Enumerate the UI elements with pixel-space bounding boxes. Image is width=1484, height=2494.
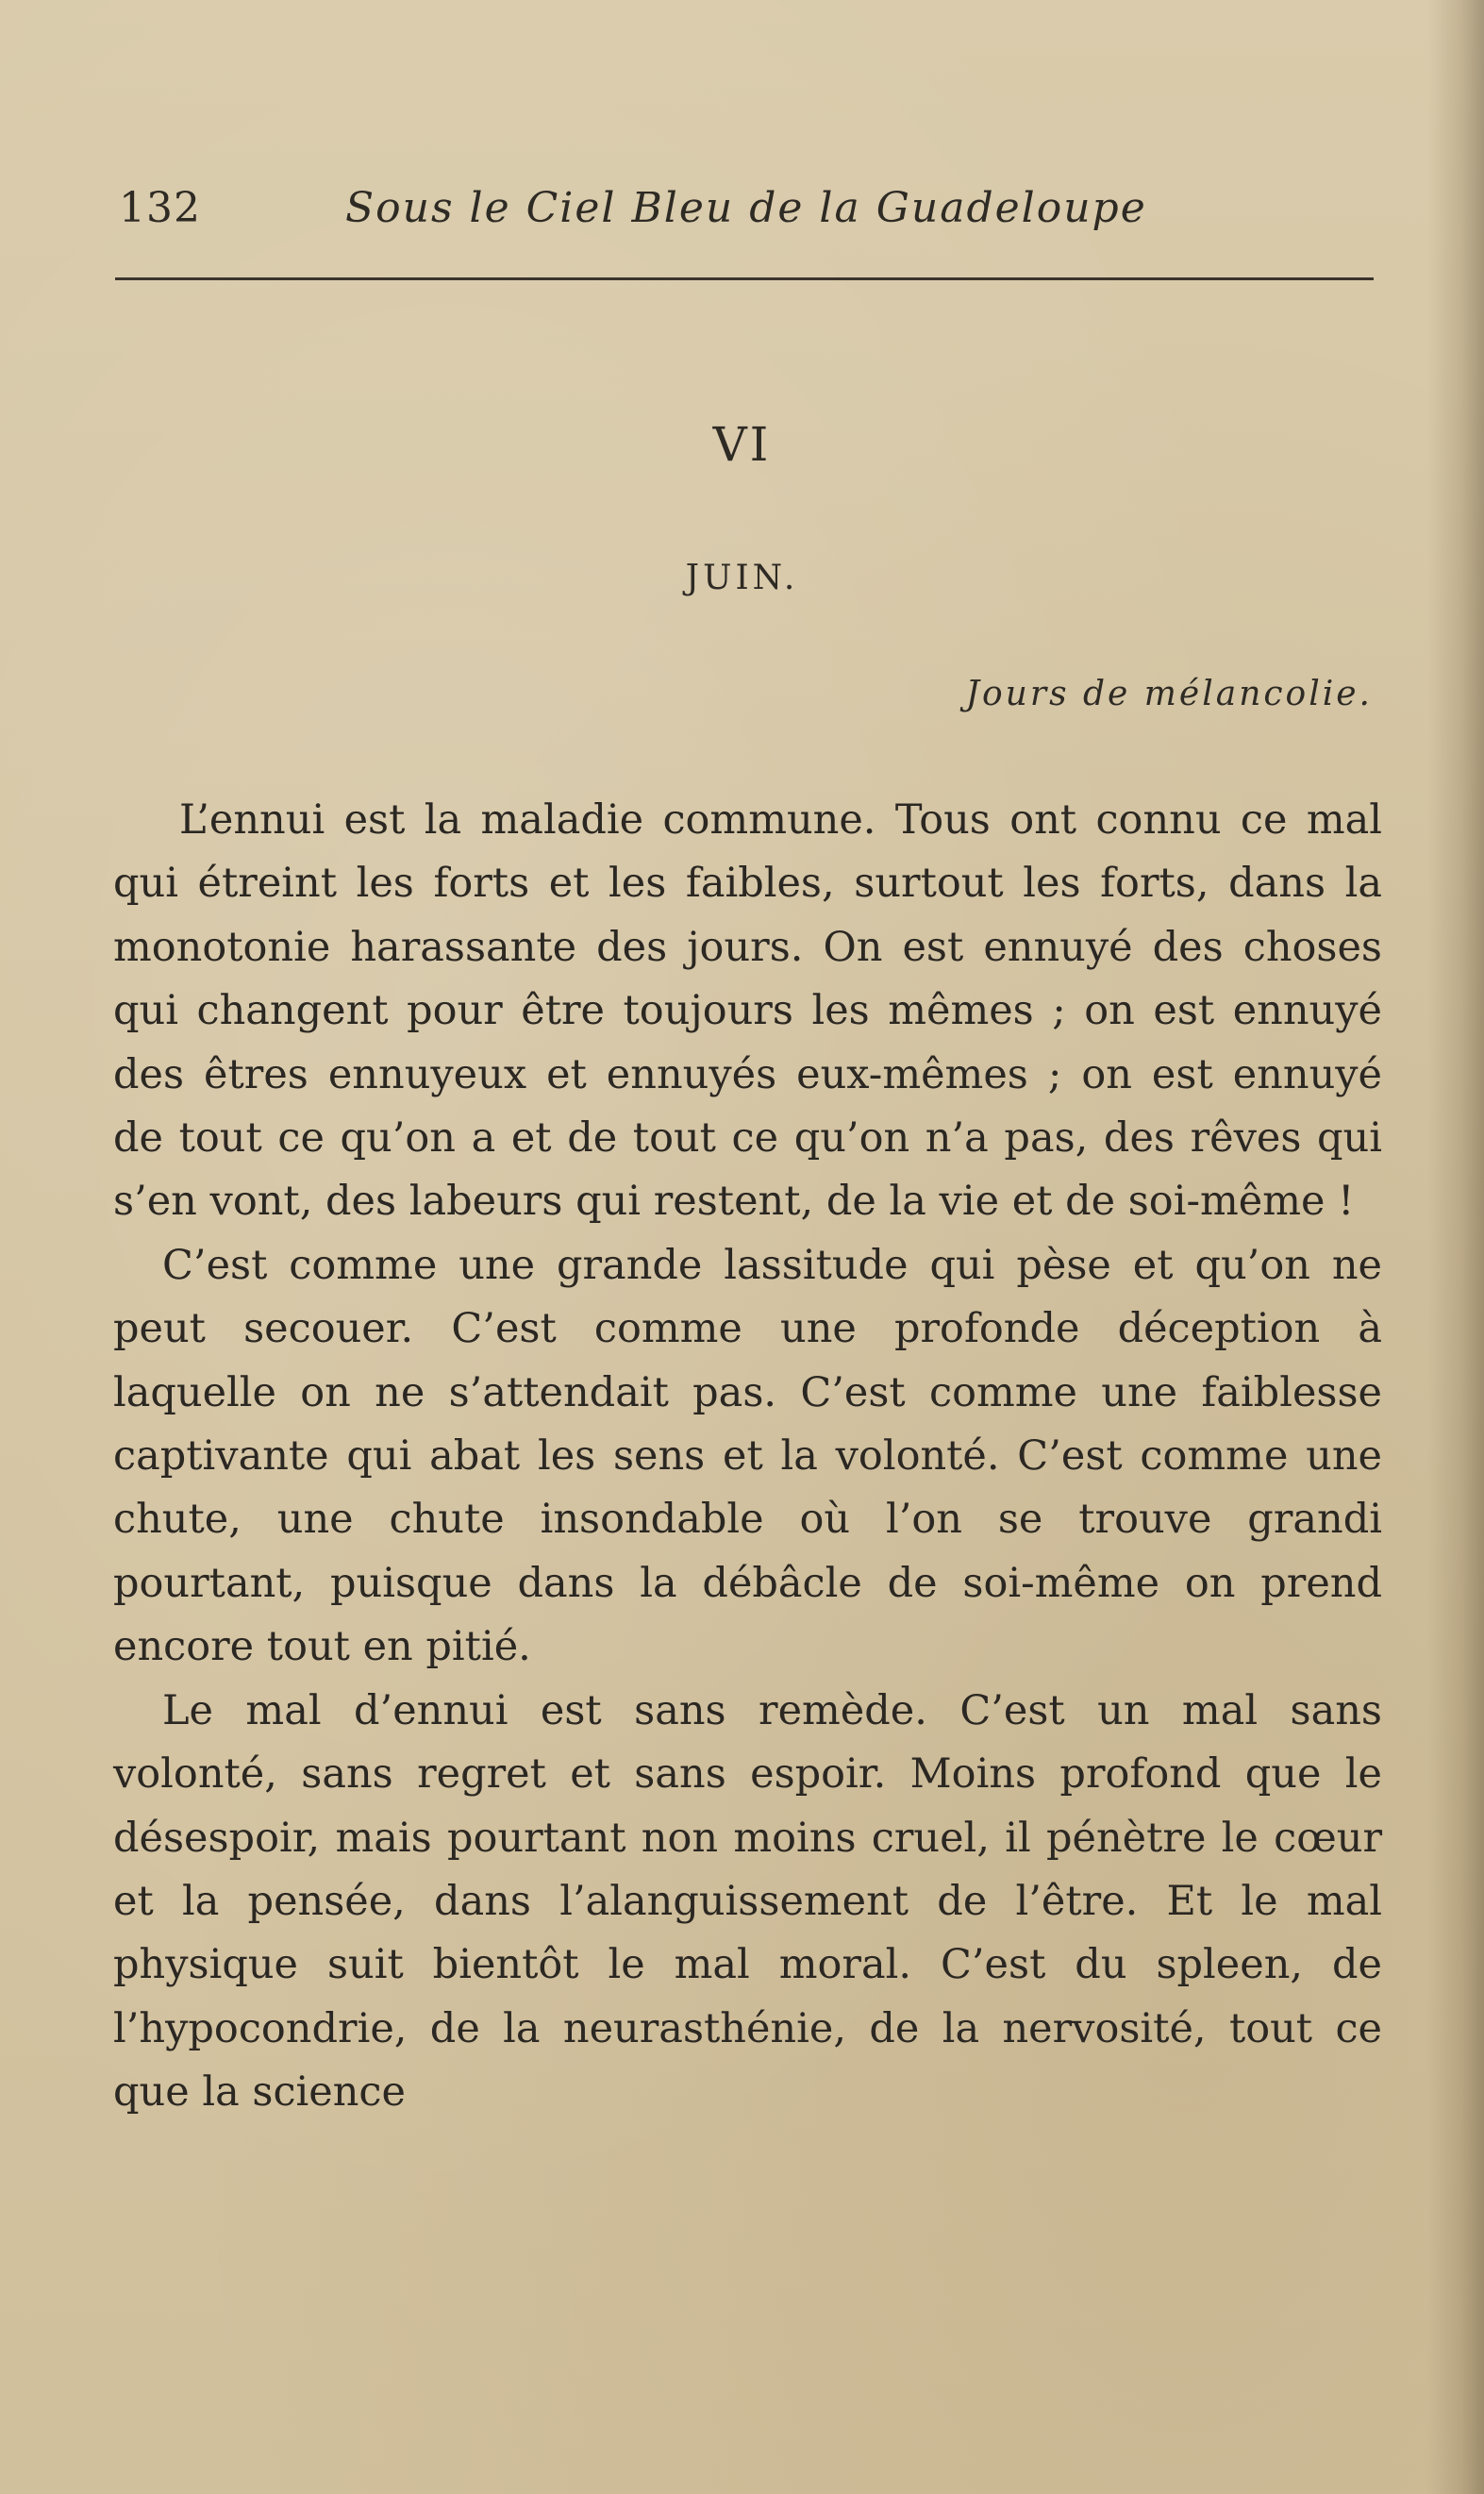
chapter-number: VI	[712, 417, 772, 472]
page-edge-shadow	[1427, 0, 1484, 2494]
header-rule	[115, 277, 1374, 280]
paragraph: C’est comme une grande lassitude qui pèse et qu’on ne peut secouer. C’est comme une profonde déception à laquelle on ne s’attendait pas. C’est comme une faiblesse captivante qui abat les sens et la volonté. C’est comme une chute, une chute insondable où l’on se trouve grandi pourtant, puisque dans la débâcle de soi-même on prend encore tout en pitié.	[113, 1241, 1382, 1671]
running-header	[119, 184, 1374, 241]
page-number: 132	[119, 184, 201, 232]
running-title: Sous le Ciel Bleu de la Guadeloupe	[345, 184, 1147, 232]
body-text	[113, 789, 1382, 2125]
paragraph: L’ennui est la maladie commune. Tous ont connu ce mal qui étreint les forts et les faibles, surtout les forts, dans la monotonie harassante des jours. On est ennuyé des choses qui changent pour être toujours les mêmes ; on est ennuyé des êtres ennuyeux et ennuyés eux-mêmes ; on est ennuyé de tout ce qu’on a et de tout ce qu’on n’a pas, des rêves qui s’en vont, des labeurs qui restent, de la vie et de soi-même !	[113, 796, 1382, 1226]
chapter-epigraph: Jours de mélancolie.	[965, 675, 1373, 713]
chapter-month: JUIN.	[685, 559, 799, 597]
paragraph: Le mal d’ennui est sans remède. C’est un mal sans volonté, sans regret et sans espoir. Moins profond que le désespoir, mais pourtant non moins cruel, il pénètre le cœur et la pensée, dans l’alanguissement de l’être. Et le mal physique suit bientôt le mal moral. C’est du spleen, de l’hypocondrie, de la neurasthénie, de la nervosité, tout ce que la science	[113, 1686, 1382, 2117]
